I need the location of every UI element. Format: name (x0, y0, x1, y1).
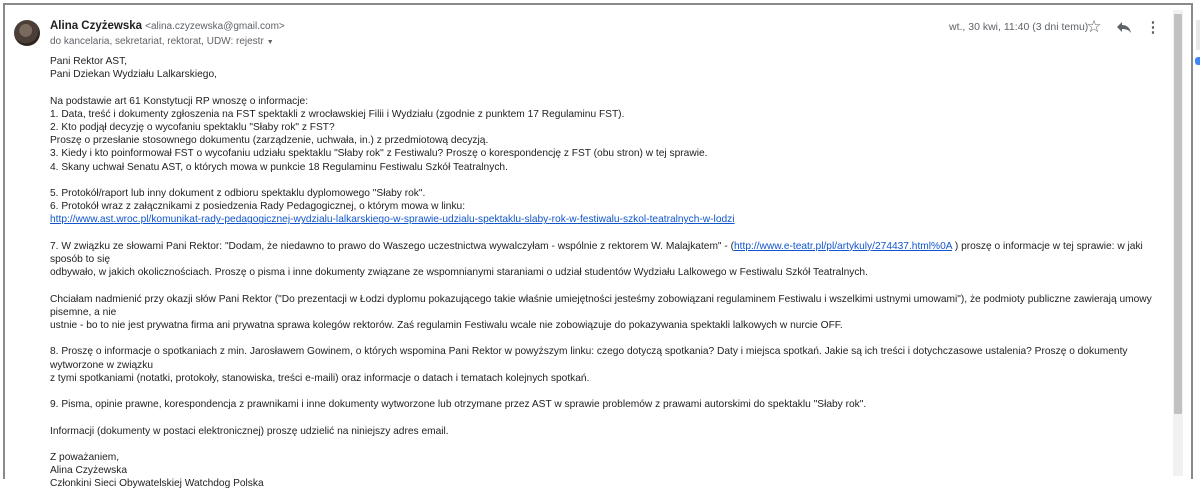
email-body-text: 2. Kto podjął decyzję o wycofaniu spektaklu "Słaby rok" z FST? (50, 122, 335, 133)
email-body-line (50, 68, 1170, 81)
email-body-line (50, 240, 1170, 266)
email-body-line (50, 438, 1170, 451)
email-body-line (50, 293, 1170, 319)
email-body-line (50, 174, 1170, 187)
email-body-line (50, 279, 1170, 292)
email-body-line (50, 398, 1170, 411)
email-body-text: Alina Czyżewska (50, 465, 127, 477)
more-vertical-icon[interactable]: ⋮ (1145, 19, 1161, 36)
email-body-line (50, 187, 1170, 200)
email-body-text: Informacji (dokumenty w postaci elektronicznej) proszę udzielić na niniejszy adres email. (50, 425, 449, 437)
email-body-link[interactable]: http://www.ast.wroc.pl/komunikat-rady-pedagogicznej-wydzialu-lalkarskiego-w-sprawie-udzialu-spektaklu-slaby-rok-w-festiwalu-szkol-teatralnych-w-lodzi (50, 214, 735, 226)
email-body-line (50, 81, 1170, 94)
email-body-line (50, 425, 1170, 438)
email-body-line (50, 319, 1170, 332)
email-body-text: Proszę o przesłanie stosownego dokumentu (zarządzenie, uchwała, in.) z przedmiotową decyzją. (50, 135, 489, 147)
email-body-line (50, 121, 1170, 134)
email-body-text: ustnie - bo to nie jest prywatna firma ani prywatna sprawa kolegów rektorów. Zaś regulamin Festiwalu wcale nie zobowiązuje do pokazywania spektakli lalkowych w nurcie OFF. (50, 320, 843, 331)
email-body-text: 3. Kiedy i kto poinformował FST o wycofaniu udziału spektaklu "Słaby rok" z Festiwalu? Proszę o korespondencję z FST (obu stron) w tej sprawie. (50, 148, 708, 160)
recipients-toggle[interactable] (50, 36, 274, 47)
sender-avatar[interactable] (14, 20, 40, 46)
email-body-line (50, 411, 1170, 424)
recipients-text: do kancelaria, sekretariat, rektorat, UDW: rejestr (50, 36, 264, 47)
email-body-line (50, 55, 1170, 68)
side-panel-edge (1196, 20, 1200, 50)
sender-line (50, 20, 285, 32)
email-body-line (50, 147, 1170, 160)
email-body-text: 7. W związku ze słowami Pani Rektor: "Dodam, że niedawno to prawo do Waszego uczestnictwa wywalczyłam - wspólnie z rektorem W. Malajkatem" - ( (50, 240, 734, 252)
scrollbar-thumb[interactable] (1174, 14, 1182, 414)
email-body-line (50, 266, 1170, 279)
email-body-text: 9. Pisma, opinie prawne, korespondencja z prawnikami i inne dokumenty wytworzone lub otrzymane przez AST w sprawie problemów z prawami autorskimi do spektaklu "Słaby rok". (50, 399, 867, 411)
email-body-text: 5. Protokół/raport lub inny dokument z odbioru spektaklu dyplomowego "Słaby rok". (50, 188, 426, 199)
email-body-line (50, 332, 1170, 345)
email-body-text: 4. Skany uchwał Senatu AST, o których mowa w punkcie 18 Regulaminu Festiwalu Szkół Teatralnych. (50, 161, 508, 173)
email-body-line (50, 213, 1170, 226)
email-body-text: 1. Data, treść i dokumenty zgłoszenia na FST spektakli z wrocławskiej Filii i Wydziału (zgodnie z punktem 17 Regulaminu FST). (50, 108, 625, 120)
side-panel-app-icon[interactable] (1195, 57, 1200, 65)
reply-icon[interactable] (1114, 17, 1134, 37)
email-body-line (50, 451, 1170, 464)
email-body-line (50, 345, 1170, 371)
email-body-line (50, 385, 1170, 398)
email-body-line (50, 108, 1170, 121)
email-body-text: 8. Proszę o informacje o spotkaniach z min. Jarosławem Gowinem, o których wspomina Pani Rektor w powyższym linku: czego dotyczą spotkania? Daty i miejsca spotkań. Jakie są ich treści i dotychczasowe ustalenia? Proszę o dokumenty wytworzone w związku (50, 346, 1128, 371)
email-body-text: z tymi spotkaniami (notatki, protokoły, stanowiska, treści e-maili) oraz informacje o datach i tematach kolejnych spotkań. (50, 372, 590, 384)
email-body-text: ) proszę o informacje w tej sprawie: w jaki sposób to się (50, 240, 1143, 265)
email-body-line (50, 200, 1170, 213)
email-body-line (50, 227, 1170, 240)
email-body-text: Z poważaniem, (50, 451, 120, 463)
email-body-line (50, 134, 1170, 147)
chevron-down-icon[interactable]: ▼ (266, 39, 274, 46)
email-body-line (50, 477, 1170, 490)
sender-email: <alina.czyzewska@gmail.com> (145, 21, 285, 32)
email-body-text: Członkini Sieci Obywatelskiej Watchdog Polska (50, 478, 264, 490)
email-body-line (50, 95, 1170, 108)
email-body-line (50, 161, 1170, 174)
email-body-link[interactable]: http://www.e-teatr.pl/pl/artykuly/274437.html%0A (734, 240, 953, 252)
email-body-text: odbywało, w jakich okolicznościach. Proszę o pisma i inne dokumenty związane ze wspomnianymi staraniami o udział studentów Wydziału Lalkowego w Festiwalu Szkół Teatralnych. (50, 267, 868, 279)
email-body-text: Na podstawie art 61 Konstytucji RP wnoszę o informacje: (50, 95, 309, 107)
email-body-line (50, 464, 1170, 477)
email-body-line (50, 372, 1170, 385)
email-body-text: 6. Protokół wraz z załącznikami z posiedzenia Rady Pedagogicznej, o którym mowa w linku: (50, 201, 466, 213)
email-body (50, 55, 1170, 491)
email-body-text: Pani Rektor AST, (50, 56, 128, 67)
email-body-text: Chciałam nadmienić przy okazji słów Pani Rektor ("Do prezentacji w Łodzi dyplomu pokazującego takie właśnie umiejętności jesteśmy zobowiązani regulaminem Festiwalu i wszelkimi ustnymi umowami"), że podmioty publiczne zawierają umowy pisemne, a nie (50, 293, 1152, 318)
email-body-text: Pani Dziekan Wydziału Lalkarskiego, (50, 69, 217, 81)
sender-name[interactable]: Alina Czyżewska (50, 20, 143, 32)
star-icon[interactable]: ☆ (1086, 17, 1102, 36)
email-date: wt., 30 kwi, 11:40 (3 dni temu) (949, 21, 1089, 33)
